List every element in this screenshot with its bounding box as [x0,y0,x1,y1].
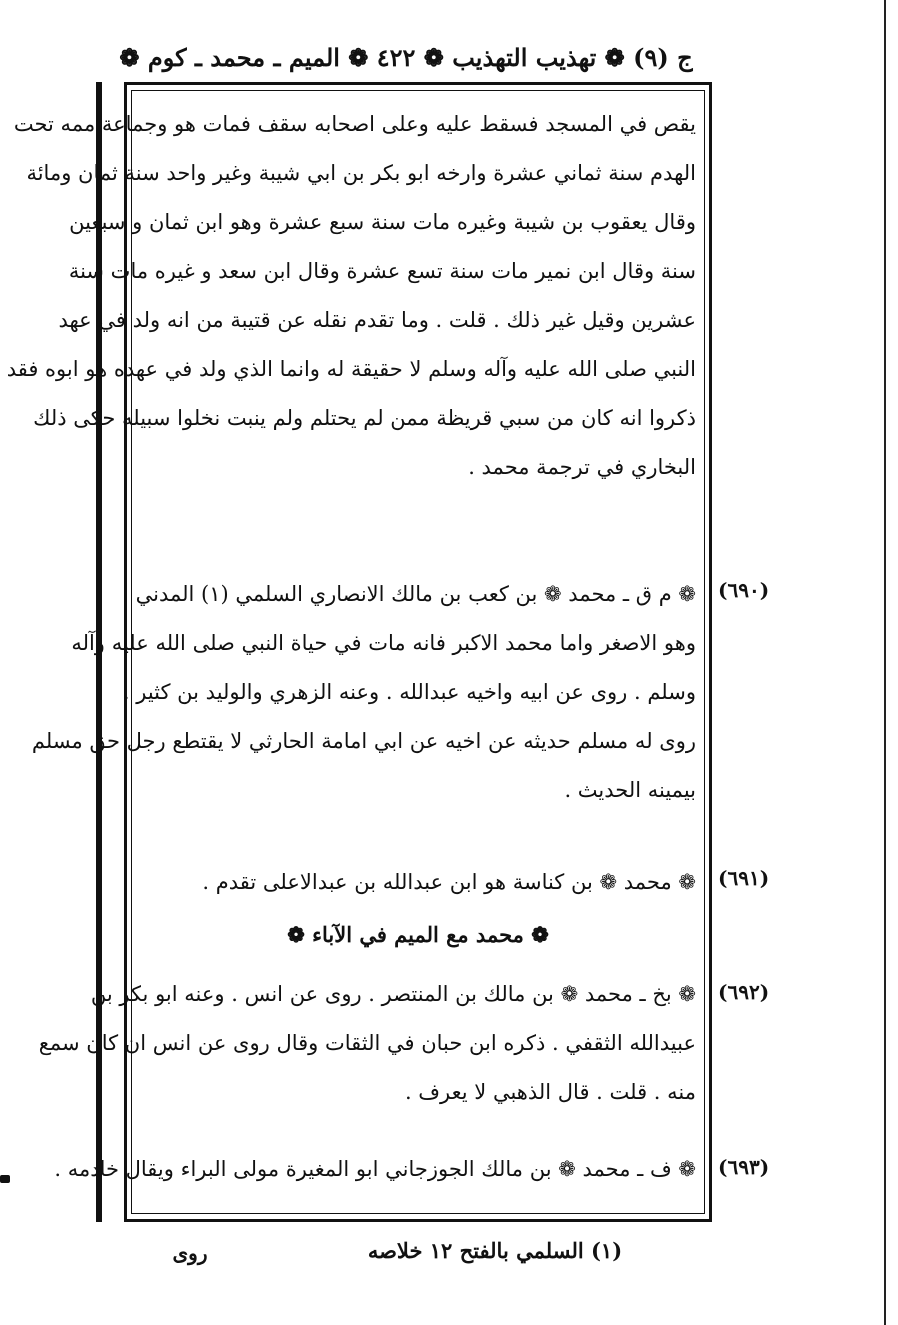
entry-692 [38,970,696,1117]
text-line: منه . قلت . قال الذهبي لا يعرف . [404,1080,696,1104]
text-line: ❁ بخ ـ محمد ❁ بن مالك بن المنتصر . روى عن انس . وعنه ابو بكر بن [90,982,696,1006]
entry-number-692: (٦٩٢) [718,980,770,1004]
text-line: البخاري في ترجمة محمد . [468,455,696,479]
text-line: عشرين وقيل غير ذلك . قلت . وما تقدم نقله عن قتيبة من انه ولد في عهد [58,308,696,332]
running-head: ج (٩) ❁ تهذيب التهذيب ❁ ٤٢٢ ❁ الميم ـ محمد ـ كوم ❁ [119,43,693,72]
text-line: بيمينه الحديث . [564,778,696,802]
catchword: روى [172,1241,208,1265]
scan-edge-mark [0,1175,10,1183]
text-line: وقال يعقوب بن شيبة وغيره مات سنة سبع عشرة وهو ابن ثمان و سبعين [69,210,696,234]
text-line: سنة وقال ابن نمير مات سنة تسع عشرة وقال ابن سعد و غيره مات سنة [68,259,696,283]
text-line: عبيدالله الثقفي . ذكره ابن حبان في الثقات وقال روى عن انس ان كان سمع [38,1031,696,1055]
text-line: الهدم سنة ثماني عشرة وارخه ابو بكر بن ابي شيبة وغير واحد سنة ثمان ومائة [26,161,696,185]
entry-693 [54,1145,696,1194]
entry-number-690: (٦٩٠) [718,578,770,602]
entry-691 [140,858,696,907]
text-line: وهو الاصغر واما محمد الاكبر فانه مات في حياة النبي صلى الله عليه وآله [71,631,696,655]
text-line: ❁ ف ـ محمد ❁ بن مالك الجوزجاني ابو المغيرة مولى البراء ويقال خادمه . [54,1157,696,1181]
text-line: ذكروا انه كان من سبي قريظة ممن لم يحتلم ولم ينبت نخلوا سبيله حكى ذلك [33,406,696,430]
text-line: روى له مسلم حديثه عن اخيه عن ابي امامة الحارثي لا يقتطع رجل حق مسلم [31,729,696,753]
subheading-text: ❁ محمد مع الميم في الآباء ❁ [287,922,549,947]
text-line: النبي صلى الله عليه وآله وسلم لا حقيقة له وانما الذي ولد في عهده هو ابوه فقد [6,357,696,381]
section-subheading [140,910,696,959]
text-line: ❁ م ق ـ محمد ❁ بن كعب بن مالك الانصاري السلمي (١) المدني [135,582,696,606]
entry-690 [31,570,696,815]
footnote: (١) السلمي بالفتح ١٢ خلاصه [367,1238,623,1263]
text-line: وسلم . روى عن ابيه واخيه عبدالله . وعنه الزهري والوليد بن كثير . [122,680,696,704]
scan-edge-rule [884,0,886,1325]
entry-number-693: (٦٩٣) [718,1155,770,1179]
text-line: يقص في المسجد فسقط عليه وعلى اصحابه سقف فمات هو وجماعة ممه تحت [13,112,696,136]
continuation-text [6,100,696,492]
entry-number-691: (٦٩١) [718,866,770,890]
text-line: ❁ محمد ❁ بن كناسة هو ابن عبدالله بن عبدالاعلى تقدم . [202,870,696,894]
